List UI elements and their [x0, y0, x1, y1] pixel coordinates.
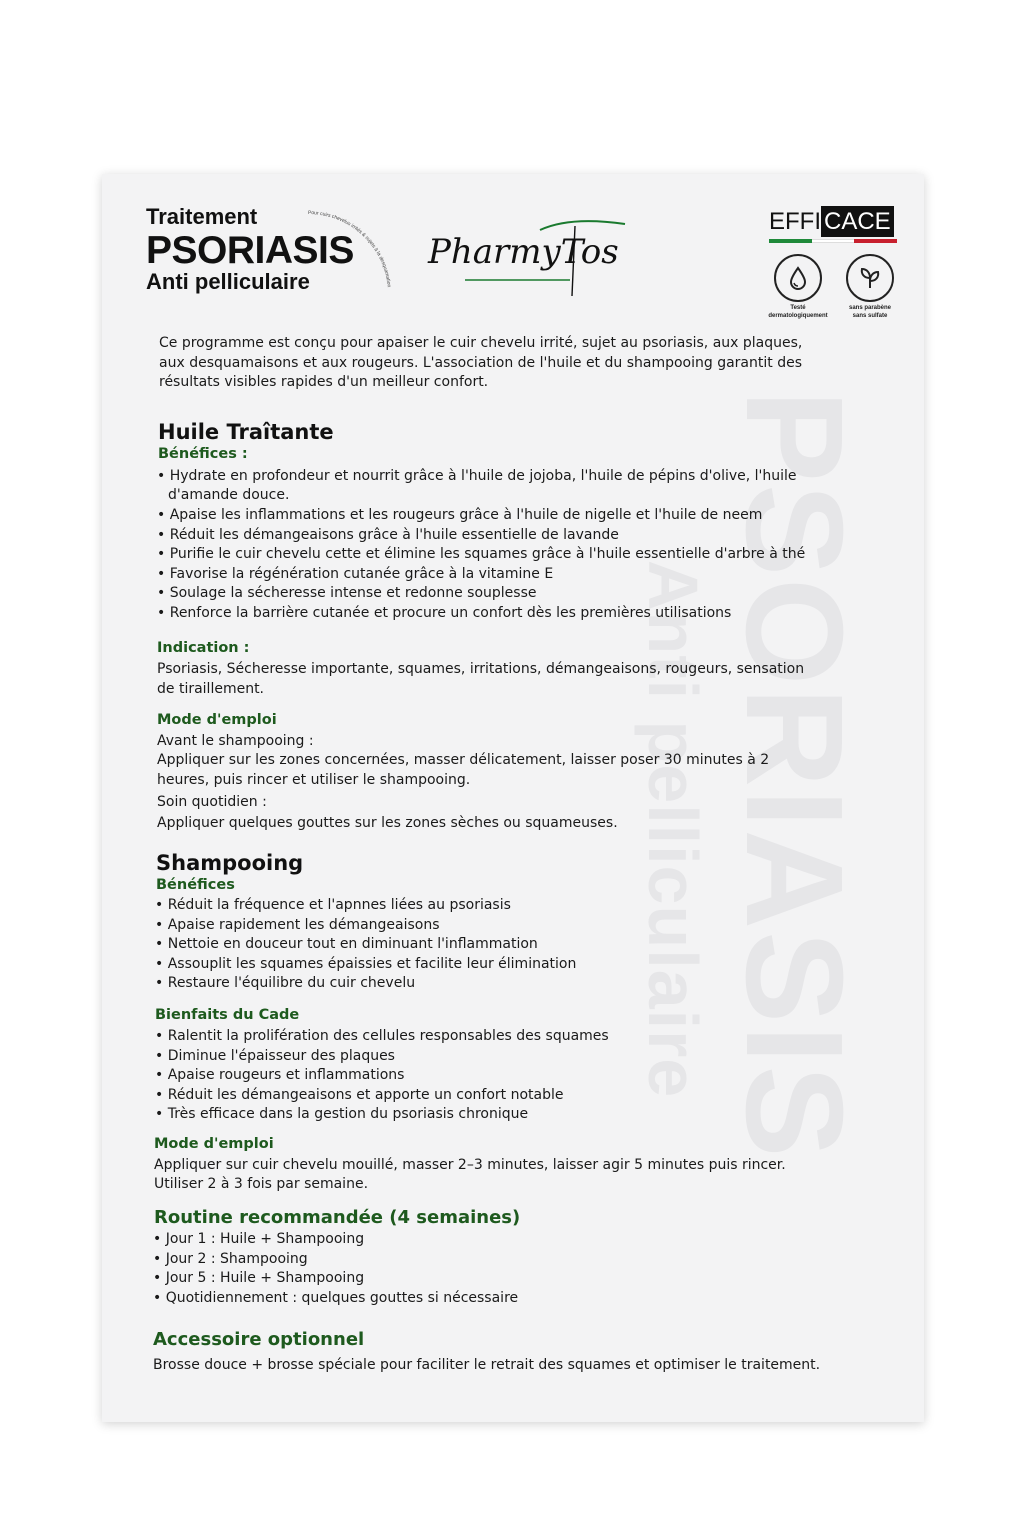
list-item: • Purifie le cuir chevelu cette et élimine les squames grâce à l'huile essentielle d'arbre à thé [157, 545, 805, 565]
cade-title: Bienfaits du Cade [155, 1007, 300, 1023]
pharmytos-logo [420, 208, 640, 303]
intro-line-3: résultats visibles rapides d'un meilleur confort. [159, 374, 489, 390]
arc-tagline-text: Pour cuirs chevelus irrités & sujets à la desquamation [307, 209, 392, 288]
shampooing-mode-title: Mode d'emploi [154, 1136, 274, 1152]
shampooing-mode-line-1: Appliquer sur cuir chevelu mouillé, masser 2–3 minutes, laisser agir 5 minutes puis rincer. [154, 1157, 786, 1173]
watermark-psoriasis: PSORIASIS [717, 390, 871, 1160]
list-item: • Quotidiennement : quelques gouttes si nécessaire [153, 1289, 518, 1309]
list-item: • Favorise la régénération cutanée grâce à la vitamine E [157, 565, 805, 585]
efficace-part-a: EFFI [769, 208, 821, 235]
leaves-icon [846, 254, 894, 302]
shampooing-benefits-title: Bénéfices [156, 877, 235, 893]
huile-mode-line-1: Avant le shampooing : [157, 733, 314, 749]
list-item: • Apaise rapidement les démangeaisons [155, 916, 576, 936]
efficace-part-b: CACE [821, 206, 894, 237]
routine-title: Routine recommandée (4 semaines) [154, 1207, 521, 1228]
intro-line-2: aux desquamaisons et aux rougeurs. L'association de l'huile et du shampooing garantit des [159, 355, 802, 371]
huile-indication-line-2: de tiraillement. [157, 681, 265, 697]
intro-line-1: Ce programme est conçu pour apaiser le cuir chevelu irrité, sujet au psoriasis, aux plaques, [159, 335, 803, 351]
italian-flag-stripe [769, 239, 897, 243]
huile-benefits-list-cont [157, 506, 805, 624]
list-item: • Réduit la fréquence et l'apnnes liées au psoriasis [155, 896, 576, 916]
watermark-anti-pelliculaire: Anti pelliculaire [634, 560, 712, 1099]
list-item: • Réduit les démangeaisons et apporte un confort notable [155, 1086, 609, 1106]
list-item: • Jour 2 : Shampooing [153, 1250, 518, 1270]
list-item: • Apaise les inflammations et les rougeurs grâce à l'huile de nigelle et l'huile de neem [157, 506, 805, 526]
water-drop-icon [774, 254, 822, 302]
list-item: • Très efficace dans la gestion du psoriasis chronique [155, 1105, 609, 1125]
accessoire-title: Accessoire optionnel [153, 1329, 365, 1350]
list-item: • Soulage la sécheresse intense et redonne souplesse [157, 584, 805, 604]
title-anti-pelliculaire: Anti pelliculaire [146, 269, 310, 294]
badge-caption-no-paraben: sans parabène sans sulfate [848, 305, 892, 319]
efficace-label [769, 210, 894, 234]
huile-mode-line-5: Appliquer quelques gouttes sur les zones sèches ou squameuses. [157, 815, 618, 831]
arc-tagline [300, 200, 400, 300]
huile-mode-line-2: Appliquer sur les zones concernées, masser délicatement, laisser poser 30 minutes à 2 [157, 752, 770, 768]
list-item: • Jour 5 : Huile + Shampooing [153, 1269, 518, 1289]
svg-text:Pour cuirs chevelus irrités & [308, 210, 392, 288]
title-psoriasis: PSORIASIS [146, 229, 354, 272]
list-item: • Jour 1 : Huile + Shampooing [153, 1230, 518, 1250]
list-item: • Apaise rougeurs et inflammations [155, 1066, 609, 1086]
list-item: • Diminue l'épaisseur des plaques [155, 1047, 609, 1067]
huile-benefits-list [157, 467, 797, 487]
shampooing-title: Shampooing [156, 851, 304, 875]
shampooing-mode-line-2: Utiliser 2 à 3 fois par semaine. [154, 1176, 369, 1192]
huile-mode-line-4: Soin quotidien : [157, 794, 267, 810]
cade-list [155, 1027, 609, 1125]
list-item: • Nettoie en douceur tout en diminuant l'inflammation [155, 935, 576, 955]
huile-indication-title: Indication : [157, 640, 250, 656]
brand-logo-text: PharmyTos [428, 232, 619, 272]
list-item: • Renforce la barrière cutanée et procure un confort dès les premières utilisations [157, 604, 805, 624]
huile-benefit-1-cont: d'amande douce. [168, 487, 290, 503]
huile-mode-line-3: heures, puis rincer et utiliser le shampooing. [157, 772, 471, 788]
list-item: • Ralentit la prolifération des cellules responsables des squames [155, 1027, 609, 1047]
list-item: • Réduit les démangeaisons grâce à l'huile essentielle de lavande [157, 526, 805, 546]
list-item: • Assouplit les squames épaissies et facilite leur élimination [155, 955, 576, 975]
huile-indication-line-1: Psoriasis, Sécheresse importante, squames, irritations, démangeaisons, rougeurs, sensation [157, 661, 805, 677]
huile-mode-title: Mode d'emploi [157, 712, 277, 728]
shampooing-benefits-list [155, 896, 576, 994]
list-item: • Restaure l'équilibre du cuir chevelu [155, 974, 576, 994]
badge-caption-tested: Testé dermatologiquement [768, 305, 828, 319]
huile-title: Huile Traîtante [158, 420, 334, 444]
routine-list [153, 1230, 518, 1308]
list-item: • Hydrate en profondeur et nourrit grâce à l'huile de jojoba, l'huile de pépins d'olive, l'huile [157, 467, 797, 487]
accessoire-text: Brosse douce + brosse spéciale pour faciliter le retrait des squames et optimiser le traitement. [153, 1357, 821, 1373]
huile-benefits-title: Bénéfices : [158, 446, 248, 462]
title-traitement: Traitement [146, 204, 258, 229]
